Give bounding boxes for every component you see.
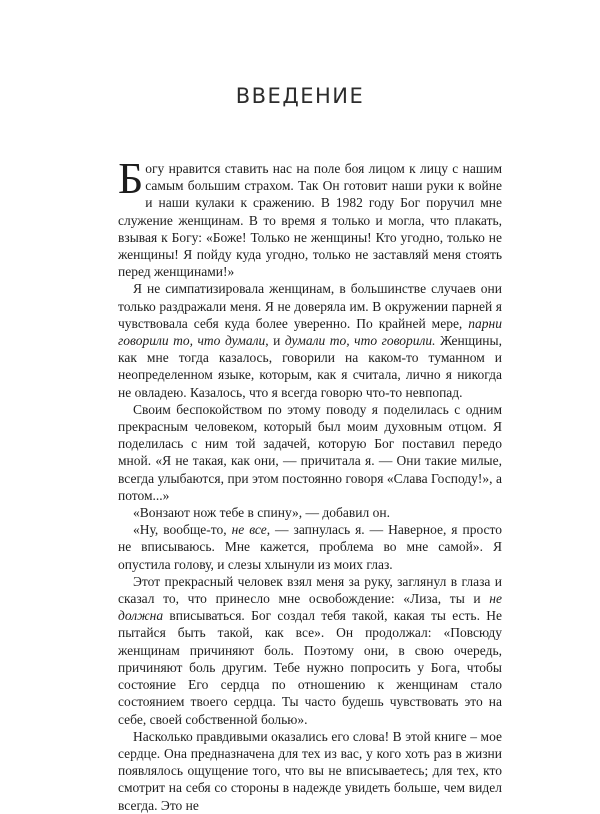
paragraph-6 xyxy=(118,573,502,728)
paragraph-7: Насколько правдивыми оказались его слова! В этой книге – мое сердце. Она предназначена для тех из вас, у кого хоть раз в жизни появлялось ощущение того, что вы не вписываетесь; для тех, кто смотрит на себя со стороны в надежде увидеть больше, чем видел всегда. Это не xyxy=(118,728,502,813)
paragraph-3: Своим беспокойством по этому поводу я поделилась с одним прекрасным человеком, который был моим духовным отцом. Я поделилась с ним той задачей, которую Бог поставил передо мной. «Я не такая, как они, — причитала я. — Они такие милые, всегда улыбаются, при этом постоянно говоря «Слава Господу!», а потом...» xyxy=(118,401,502,503)
p6-part-c: вписываться. Бог создал тебя такой, какая ты есть. Не пытайся быть такой, как все». Он продолжал: «Повсюду женщинам причиняют боль. Поэтому они, в свою очередь, причиняют боль другим. Тебе нужно попросить у Бога, чтобы состояние Его сердца по отношению к женщинам стало состоянием твоего сердца. Ты часто будешь чувствовать это на себе, своей собственной болью». xyxy=(118,608,502,727)
paragraph-5 xyxy=(118,521,502,573)
paragraph-4: «Вонзают нож тебе в спину», — добавил он. xyxy=(133,505,390,521)
paragraph-1-text: огу нравится ставить нас на поле боя лицом к лицу с нашим самым большим страхом. Так Он готовит наши руки к войне и наши кулаки к сражению. В 1982 году Бог поручил мне служение женщинам. В то время я только и могла, что плакать, взывая к Богу: «Боже! Только не женщины! Кто угодно, только не женщины! Я пойду куда угодно, только не заставляй меня стоять перед женщинами!» xyxy=(118,161,502,280)
p5-italic-b: не все xyxy=(231,522,267,538)
p2-italic-b: парни говорили то, что думали xyxy=(118,315,502,349)
body-text xyxy=(118,154,502,814)
p2-part-e: Женщины, как мне тогда казалось, говорили на каком-то туманном и неопределенном языке, которым, как я считала, лично я никогда не овладею. Казалось, что я всегда говорю что-то невпопад. xyxy=(118,333,502,400)
p2-italic-d: думали то, что говорили. xyxy=(284,333,436,349)
p6-italic-b: не должна xyxy=(118,591,502,624)
paragraph-1 xyxy=(118,154,502,280)
paragraph-2 xyxy=(118,280,502,400)
p6-part-a: Этот прекрасный человек взял меня за руку, заглянул в глаза и сказал то, что принесло мне освобождение: «Лиза, ты и xyxy=(118,573,502,607)
p2-part-c: , и xyxy=(265,333,285,349)
p5-part-a: «Ну, вообще-то, xyxy=(133,522,232,538)
p5-part-c: , — запнулась я. — Наверное, я просто не вписываюсь. Мне кажется, проблема во мне самой». Я опустила голову, и слезы хлынули из моих глаз. xyxy=(118,522,502,572)
chapter-title: ВВЕДЕНИЕ xyxy=(235,84,365,108)
drop-cap: Б xyxy=(118,154,144,203)
p2-part-a: Я не симпатизировала женщинам, в большинстве случаев они только раздражали меня. Я не доверяла им. В окружении парней я чувствовала себя куда более уверенно. По крайней мере, xyxy=(118,281,502,331)
